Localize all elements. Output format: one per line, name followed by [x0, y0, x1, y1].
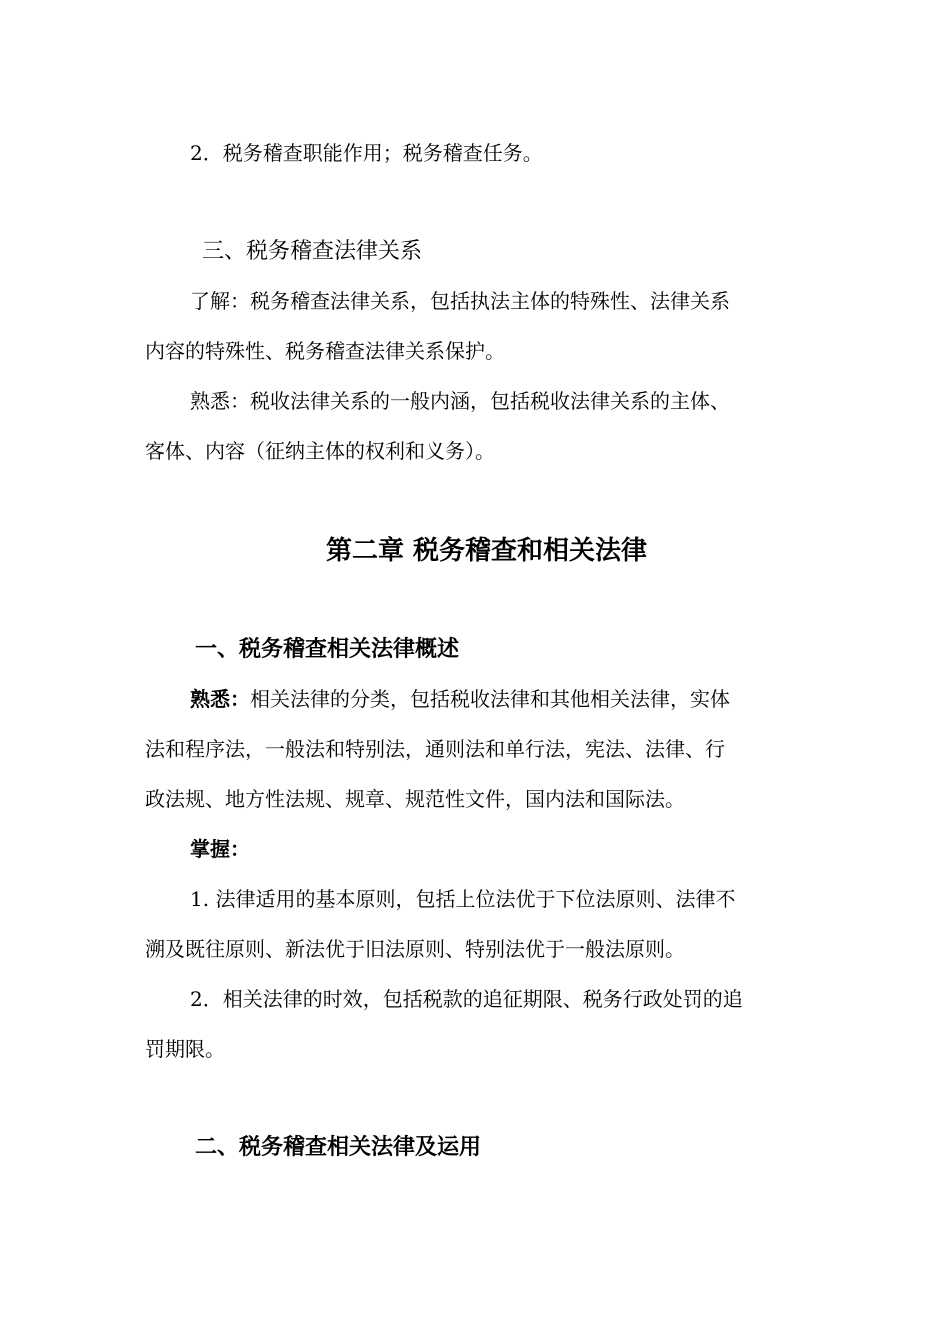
- familiar-paragraph-line-3: 政法规、地方性法规、规章、规范性文件，国内法和国际法。: [145, 787, 685, 811]
- understand-line-2: 内容的特殊性、税务稽查法律关系保护。: [145, 339, 505, 363]
- familiar-line-1: 熟悉：税收法律关系的一般内涵，包括税收法律关系的主体、: [190, 389, 730, 413]
- section-heading-legal-relation: 三、税务稽查法律关系: [202, 239, 423, 264]
- understand-line-1: 了解：税务稽查法律关系，包括执法主体的特殊性、法律关系: [190, 289, 730, 313]
- task-item-2: 2．税务稽查职能作用；税务稽查任务。: [190, 141, 543, 165]
- familiar-paragraph-line-1: [190, 687, 730, 711]
- section-heading-application: 二、税务稽查相关法律及运用: [195, 1135, 482, 1160]
- familiar-line-2: 客体、内容（征纳主体的权利和义务）。: [145, 439, 495, 463]
- familiar-label: 熟悉：: [190, 687, 250, 711]
- familiar-text: 相关法律的分类，包括税收法律和其他相关法律，实体: [250, 687, 730, 711]
- master-item-2-line-2: 罚期限。: [145, 1037, 225, 1061]
- chapter-title: 第二章 税务稽查和相关法律: [326, 536, 648, 566]
- master-item-1-line-1: 1. 法律适用的基本原则，包括上位法优于下位法原则、法律不: [190, 887, 736, 911]
- section-heading-overview: 一、税务稽查相关法律概述: [195, 637, 460, 662]
- familiar-paragraph-line-2: 法和程序法，一般法和特别法，通则法和单行法，宪法、法律、行: [145, 737, 725, 761]
- master-item-2-line-1: 2．相关法律的时效，包括税款的追征期限、税务行政处罚的追: [190, 987, 743, 1011]
- master-item-1-line-2: 溯及既往原则、新法优于旧法原则、特别法优于一般法原则。: [145, 937, 685, 961]
- master-label: 掌握：: [190, 837, 250, 861]
